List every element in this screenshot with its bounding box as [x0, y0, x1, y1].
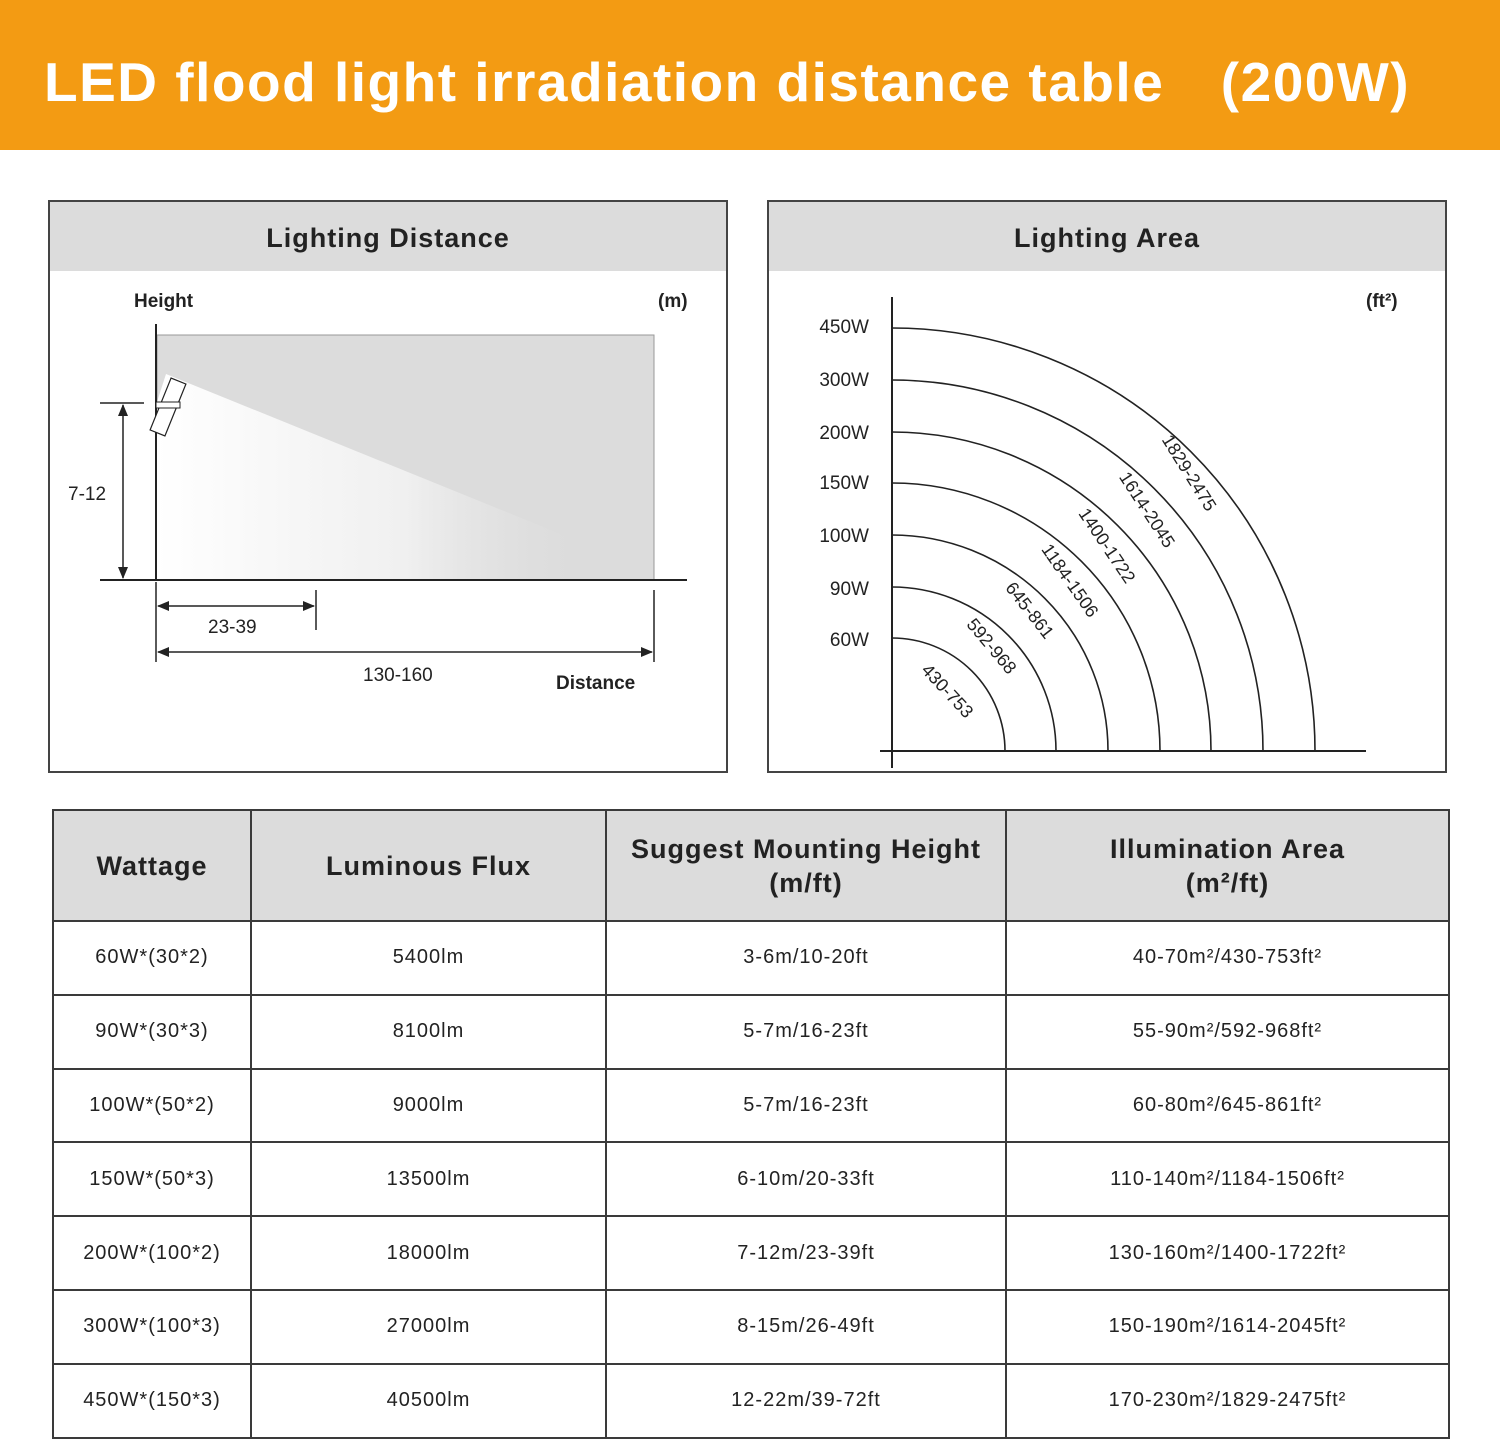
luminous-flux-cell: 8100lm [251, 995, 606, 1069]
mounting-height-cell: 3-6m/10-20ft [606, 921, 1006, 995]
wattage-cell: 100W*(50*2) [53, 1069, 251, 1143]
wattage-cell: 150W*(50*3) [53, 1142, 251, 1216]
mounting-height-cell: 5-7m/16-23ft [606, 995, 1006, 1069]
arc-range-label: 645-861 [1001, 578, 1058, 643]
unit-label: (m) [658, 291, 688, 312]
arc-range-label: 1614-2045 [1115, 468, 1179, 552]
table-header-row [53, 810, 1449, 921]
illumination-area-cell: 170-230m²/1829-2475ft² [1006, 1364, 1449, 1438]
height-value: 7-12 [68, 484, 107, 505]
header-luminous-flux-label: Luminous Flux [326, 850, 531, 881]
table-row [53, 1069, 1449, 1143]
luminous-flux-cell: 27000lm [251, 1290, 606, 1364]
arc-range-label: 1400-1722 [1074, 504, 1140, 587]
header-luminous-flux [251, 810, 606, 921]
illumination-area-cell: 130-160m²/1400-1722ft² [1006, 1216, 1449, 1290]
mounting-height-cell: 7-12m/23-39ft [606, 1216, 1006, 1290]
table-row [53, 1364, 1449, 1438]
wattage-cell: 200W*(100*2) [53, 1216, 251, 1290]
arc-200w [892, 432, 1211, 751]
arc-wattage-label: 150W [819, 473, 869, 494]
illumination-area-cell: 110-140m²/1184-1506ft² [1006, 1142, 1449, 1216]
lighting-distance-diagram [50, 202, 726, 771]
spec-table [52, 809, 1450, 1439]
header-mounting-height-label: Suggest Mounting Height [631, 833, 981, 864]
illumination-area-cell: 55-90m²/592-968ft² [1006, 995, 1449, 1069]
arc-wattage-label: 300W [819, 370, 869, 391]
lighting-area-panel [767, 200, 1447, 773]
far-arrow-head-right [641, 647, 653, 657]
height-axis-label: Height [134, 291, 194, 312]
arc-wattage-label: 60W [829, 630, 869, 651]
header-wattage-label: Wattage [96, 850, 208, 881]
luminous-flux-cell: 40500lm [251, 1364, 606, 1438]
far-distance-value: 130-160 [363, 665, 433, 686]
height-arrow-head-up [118, 404, 128, 416]
header-illumination-area-label: Illumination Area [1109, 833, 1346, 864]
table-row [53, 1290, 1449, 1364]
arc-group [819, 317, 1315, 751]
mounting-height-cell: 5-7m/16-23ft [606, 1069, 1006, 1143]
title-banner [0, 0, 1500, 150]
height-arrow-head-down [118, 567, 128, 579]
illumination-area-cell: 40-70m²/430-753ft² [1006, 921, 1449, 995]
arc-wattage-label: 90W [829, 579, 869, 600]
lighting-area-title: Lighting Area [1014, 223, 1200, 253]
wattage-cell: 60W*(30*2) [53, 921, 251, 995]
illumination-area-cell: 60-80m²/645-861ft² [1006, 1069, 1449, 1143]
lighting-distance-title: Lighting Distance [266, 223, 510, 253]
near-arrow-head-left [157, 601, 169, 611]
header-mounting-height [606, 810, 1006, 921]
luminous-flux-cell: 13500lm [251, 1142, 606, 1216]
arc-range-label: 592-968 [962, 614, 1021, 678]
arc-range-label: 1829-2475 [1157, 431, 1221, 515]
far-arrow-head-left [157, 647, 169, 657]
mounting-height-cell: 6-10m/20-33ft [606, 1142, 1006, 1216]
near-distance-value: 23-39 [208, 617, 257, 638]
distance-axis-label: Distance [556, 673, 636, 694]
illumination-area-cell: 150-190m²/1614-2045ft² [1006, 1290, 1449, 1364]
arc-range-label: 430-753 [917, 659, 978, 722]
light-bracket [156, 402, 180, 408]
wattage-cell: 90W*(30*3) [53, 995, 251, 1069]
arc-wattage-label: 450W [819, 317, 869, 338]
wattage-cell: 300W*(100*3) [53, 1290, 251, 1364]
arc-range-label: 1184-1506 [1037, 540, 1103, 622]
page-title: LED flood light irradiation distance table (200W) [44, 51, 1411, 113]
wattage-cell: 450W*(150*3) [53, 1364, 251, 1438]
header-illumination-area [1006, 810, 1449, 921]
luminous-flux-cell: 5400lm [251, 921, 606, 995]
luminous-flux-cell: 9000lm [251, 1069, 606, 1143]
area-unit-label: (ft²) [1366, 291, 1398, 312]
table-body [53, 921, 1449, 1438]
luminous-flux-cell: 18000lm [251, 1216, 606, 1290]
header-mounting-height-unit: (m/ft) [769, 867, 843, 898]
near-arrow-head-right [303, 601, 315, 611]
header-wattage [53, 810, 251, 921]
table-row [53, 1142, 1449, 1216]
table-row [53, 921, 1449, 995]
lighting-distance-panel [48, 200, 728, 773]
mounting-height-cell: 8-15m/26-49ft [606, 1290, 1006, 1364]
lighting-area-diagram [769, 202, 1445, 771]
table-row [53, 1216, 1449, 1290]
table-row [53, 995, 1449, 1069]
arc-wattage-label: 100W [819, 526, 869, 547]
mounting-height-cell: 12-22m/39-72ft [606, 1364, 1006, 1438]
header-illumination-area-unit: (m²/ft) [1185, 867, 1270, 898]
arc-wattage-label: 200W [819, 423, 869, 444]
